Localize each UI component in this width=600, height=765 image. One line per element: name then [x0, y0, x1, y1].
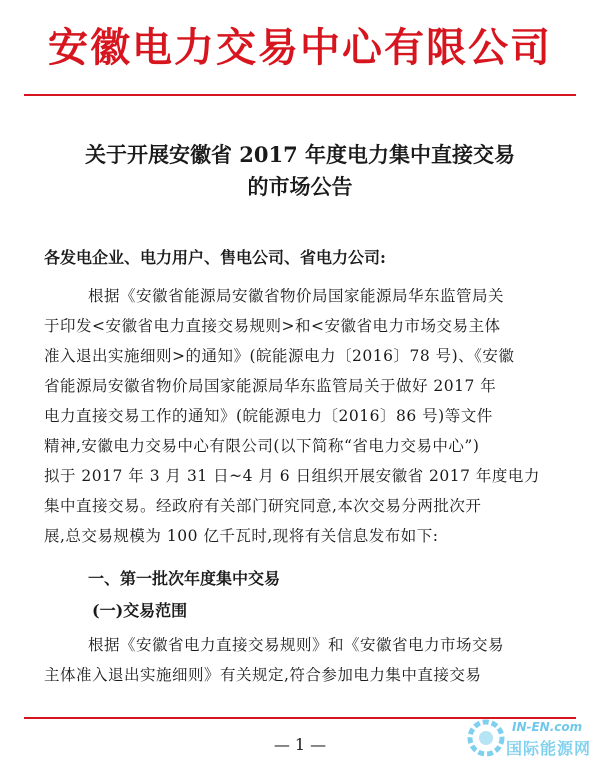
page-number: — 1 — [273, 735, 327, 754]
notice-title-line-1: 关于开展安徽省 2017 年度电力集中直接交易 [84, 142, 516, 167]
watermark-site: IN-EN.com [512, 720, 583, 734]
body-line: 集中直接交易。经政府有关部门研究同意,本次交易分两批次开 [44, 497, 482, 515]
body-line: 省能源局安徽省物价局国家能源局华东监管局关于做好 2017 年 [44, 377, 497, 395]
body-line: 根据《安徽省能源局安徽省物价局国家能源局华东监管局关 [88, 287, 505, 305]
body-line: 于印发<安徽省电力直接交易规则>和<安徽省电力市场交易主体 [44, 317, 501, 335]
body-line: 电力直接交易工作的通知》(皖能源电力〔2016〕86 号)等文件 [44, 407, 493, 425]
section-heading: 一、第一批次年度集中交易 [88, 569, 281, 588]
section-body-line: 主体准入退出实施细则》有关规定,符合参加电力集中直接交易 [44, 666, 482, 684]
watermark-logo-icon [466, 718, 506, 758]
body-line: 展,总交易规模为 100 亿千瓦时,现将有关信息发布如下: [44, 527, 439, 545]
watermark [466, 714, 594, 760]
body-line: 精神,安徽电力交易中心有限公司(以下简称“省电力交易中心”) [44, 437, 480, 455]
letterhead-top-rule [24, 94, 576, 96]
watermark-name: 国际能源网 [506, 739, 592, 758]
salutation: 各发电企业、电力用户、售电公司、省电力公司: [44, 248, 386, 267]
letterhead-organization: 安徽电力交易中心有限公司 [48, 24, 552, 71]
body-line: 拟于 2017 年 3 月 31 日~4 月 6 日组织开展安徽省 2017 年度电力 [44, 467, 540, 485]
subsection-heading: (一)交易范围 [92, 601, 188, 620]
notice-title-line-2: 的市场公告 [247, 174, 353, 199]
body-line: 准入退出实施细则>的通知》(皖能源电力〔2016〕78 号)、《安徽 [44, 347, 515, 365]
section-body-line: 根据《安徽省电力直接交易规则》和《安徽省电力市场交易 [88, 636, 505, 654]
